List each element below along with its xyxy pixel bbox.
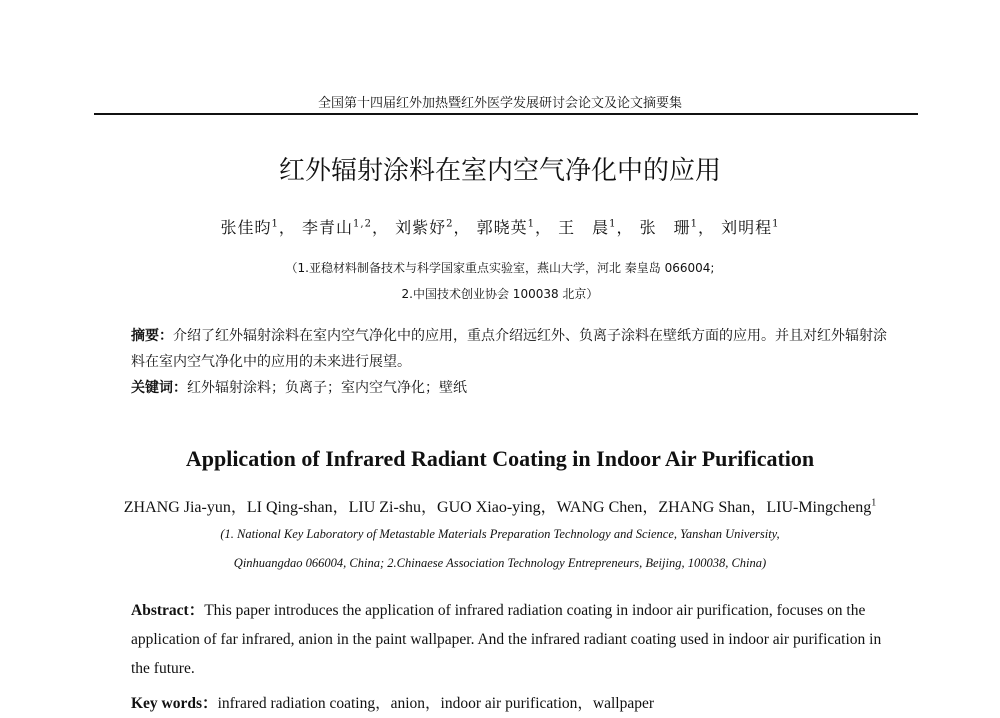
header-rule bbox=[94, 113, 918, 115]
abstract-en: Abstract：This paper introduces the application of infrared radiation coating in indoor air purification, focuses on the application of far infrared, anion in the paint wallpaper. And the infrared radiant coating used in indoor air purification in the future. bbox=[131, 602, 882, 677]
author-cn: 刘明程 bbox=[721, 218, 773, 237]
author-list-en bbox=[0, 494, 1000, 517]
keywords-cn-label: 关键词 bbox=[131, 380, 173, 396]
abstract-en-text: This paper introduces the application of infrared radiation coating in indoor air purification, focuses on the application of far infrared, anion in the paint wallpaper. And the infrared radiant coating used in indoor air purification in the future. bbox=[131, 602, 882, 677]
author-cn: 李青山 bbox=[302, 218, 354, 237]
affiliation-cn-line1: （1.亚稳材料制备技术与科学国家重点实验室，燕山大学，河北 秦皇岛 066004; bbox=[285, 261, 715, 275]
author-affil-mark: 1 bbox=[271, 218, 279, 230]
keywords-cn-text: 红外辐射涂料；负离子；室内空气净化；壁纸 bbox=[187, 380, 467, 396]
author-cn: 王 晨 bbox=[558, 218, 610, 237]
author-cn: 郭晓英 bbox=[476, 218, 528, 237]
paper-title-cn: 红外辐射涂料在室内空气净化中的应用 bbox=[278, 156, 721, 186]
author-list-cn: 张佳昀$^1$， 李青山$^{1,2}$， 刘紫妤$^2$， 郭晓英$^1$， 王 晨$^1$， 张 珊$^1$， 刘明程$^1$ bbox=[220, 218, 780, 237]
affiliation-en-line2: Qinhuangdao 066004, China; 2.Chinaese Association Technology Entrepreneurs, Beijing, 100038, China) bbox=[233, 556, 767, 570]
author-cn: 张佳昀 bbox=[220, 218, 272, 237]
author-affil-mark: 1 bbox=[609, 218, 617, 230]
keywords-en-text: infrared radiation coating，anion，indoor air purification，wallpaper bbox=[217, 695, 654, 712]
author-cn: 张 珊 bbox=[639, 218, 691, 237]
author-affil-mark: 1,2 bbox=[353, 218, 372, 230]
running-header: 全国第十四届红外加热暨红外医学发展研讨会论文及论文摘要集 bbox=[317, 96, 682, 111]
keywords-en-label: Key words bbox=[131, 695, 203, 712]
author-affil-mark: 1 bbox=[772, 218, 780, 230]
author-affil-mark: 1 bbox=[527, 218, 535, 230]
keywords-en: Key words：infrared radiation coating，anion，indoor air purification，wallpaper bbox=[131, 695, 654, 712]
abstract-en-label: Abstract bbox=[131, 602, 189, 619]
author-cn: 刘紫妤 bbox=[395, 218, 447, 237]
keywords-cn: 关键词：红外辐射涂料；负离子；室内空气净化；壁纸 bbox=[131, 380, 467, 396]
paper-title-en: Application of Infrared Radiant Coating in Indoor Air Purification bbox=[185, 446, 815, 471]
authors-en-text: ZHANG Jia-yun，LI Qing-shan，LIU Zi-shu，GUO Xiao-ying，WANG Chen，ZHANG Shan，LIU-Mingcheng bbox=[123, 499, 872, 516]
author-affil-mark: 1 bbox=[690, 218, 698, 230]
affiliation-en-line1: (1. National Key Laboratory of Metastable Materials Preparation Technology and Science, Yanshan University, bbox=[220, 527, 780, 541]
abstract-cn: 摘要：介绍了红外辐射涂料在室内空气净化中的应用，重点介绍远红外、负离子涂料在壁纸方面的应用。并且对红外辐射涂料在室内空气净化中的应用的未来进行展望。 bbox=[131, 328, 887, 370]
abstract-cn-text: 介绍了红外辐射涂料在室内空气净化中的应用，重点介绍远红外、负离子涂料在壁纸方面的应用。并且对红外辐射涂料在室内空气净化中的应用的未来进行展望。 bbox=[131, 328, 887, 370]
abstract-cn-label: 摘要 bbox=[131, 328, 159, 344]
author-affil-mark: 1 bbox=[871, 497, 877, 509]
author-affil-mark: 2 bbox=[446, 218, 454, 230]
affiliation-cn-line2: 2.中国技术创业协会 100038 北京） bbox=[401, 287, 599, 301]
